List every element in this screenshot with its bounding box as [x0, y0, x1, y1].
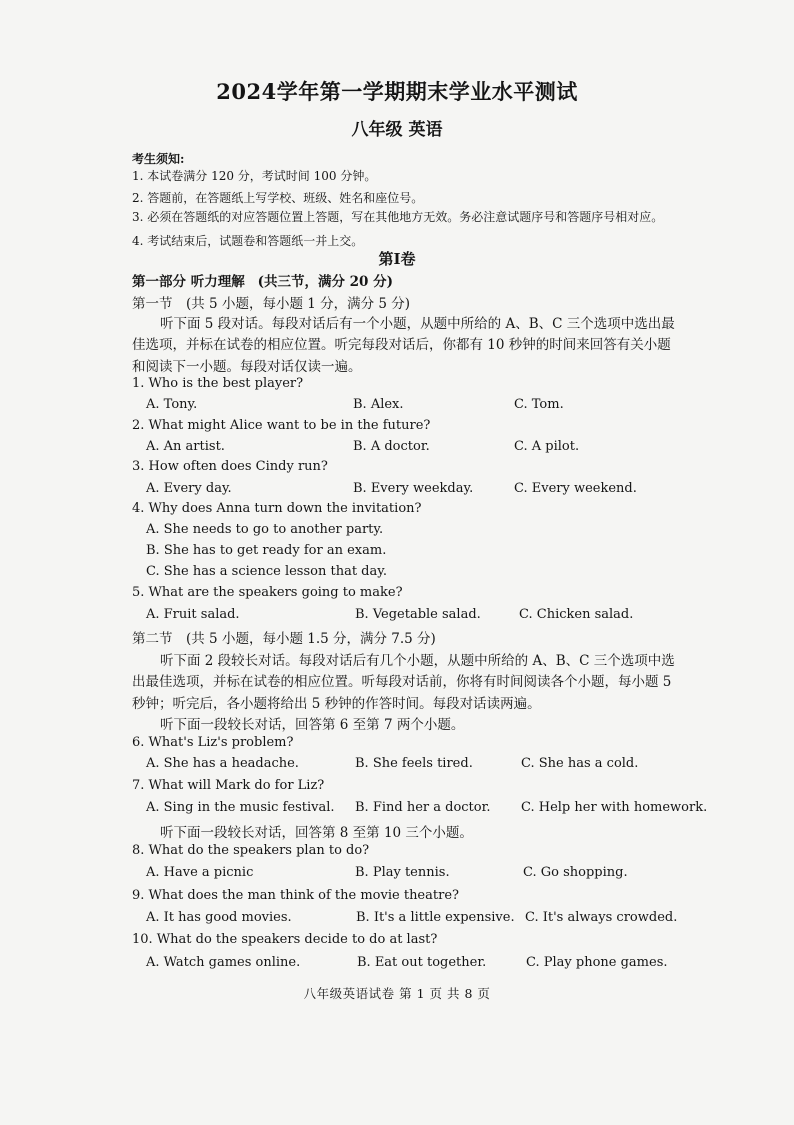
question-8-option-a: A. Have a picnic — [146, 865, 254, 880]
question-3-option-c: C. Every weekend. — [514, 481, 637, 496]
part1-heading — [132, 270, 393, 290]
question-2: 2. What might Alice want to be in the future? — [132, 418, 431, 433]
question-5-option-b: B. Vegetable salad. — [355, 607, 481, 622]
question-2-option-b: B. A doctor. — [353, 439, 430, 454]
volume-heading: 第I卷 — [378, 250, 416, 268]
question-7-option-c: C. Help her with homework. — [521, 800, 708, 815]
question-9-option-b: B. It's a little expensive. — [356, 910, 515, 925]
section1-instruction-2: 佳选项，并标在试卷的相应位置。听完每段对话后，你都有 10 秒钟的时间来回答有关小题 — [132, 337, 671, 353]
question-5: 5. What are the speakers going to make? — [132, 585, 403, 600]
question-6-option-a: A. She has a headache. — [146, 756, 299, 771]
section1-instruction-1: 听下面 5 段对话。每段对话后有一个小题，从题中所给的 A、B、C 三个选项中选出最 — [160, 316, 675, 332]
notice-heading: 考生须知: — [132, 152, 185, 166]
question-7-option-a: A. Sing in the music festival. — [146, 800, 335, 815]
notice-item-4: 4. 考试结束后，试题卷和答题纸一并上交。 — [132, 234, 364, 248]
question-6: 6. What's Liz's problem? — [132, 735, 294, 750]
question-10-option-c: C. Play phone games. — [526, 955, 668, 970]
question-2-option-a: A. An artist. — [146, 439, 225, 454]
question-8: 8. What do the speakers plan to do? — [132, 843, 370, 858]
page-footer: 八年级英语试卷 第 1 页 共 8 页 — [303, 986, 491, 1001]
question-1-option-b: B. Alex. — [353, 397, 404, 412]
question-1: 1. Who is the best player? — [132, 376, 304, 391]
question-7-option-b: B. Find her a doctor. — [355, 800, 491, 815]
question-8-option-c: C. Go shopping. — [523, 865, 628, 880]
section2-subinstruction-1: 听下面一段较长对话，回答第 6 至第 7 两个小题。 — [160, 717, 465, 733]
question-4-option-a: A. She needs to go to another party. — [146, 522, 384, 537]
question-1-option-a: A. Tony. — [146, 397, 198, 412]
question-10: 10. What do the speakers decide to do at last? — [132, 932, 438, 947]
question-4-option-c: C. She has a science lesson that day. — [146, 564, 387, 579]
section2-heading: 第二节 (共 5 小题，每小题 1.5 分，满分 7.5 分) — [132, 631, 436, 647]
question-10-option-b: B. Eat out together. — [357, 955, 487, 970]
question-2-option-c: C. A pilot. — [514, 439, 580, 454]
part1-title: 第一部分 听力理解 — [132, 274, 245, 290]
part1-note: (共三节，满分 20 分) — [257, 274, 394, 290]
notice-item-2: 2. 答题前，在答题纸上写学校、班级、姓名和座位号。 — [132, 191, 424, 205]
notice-item-1: 1. 本试卷满分 120 分，考试时间 100 分钟。 — [132, 169, 377, 183]
question-6-option-b: B. She feels tired. — [355, 756, 473, 771]
section2-subinstruction-2: 听下面一段较长对话，回答第 8 至第 10 三个小题。 — [160, 825, 473, 841]
question-7: 7. What will Mark do for Liz? — [132, 778, 325, 793]
section2-instruction-2: 出最佳选项，并标在试卷的相应位置。听每段对话前，你将有时间阅读各个小题，每小题 5 — [132, 674, 672, 690]
question-10-option-a: A. Watch games online. — [146, 955, 301, 970]
question-3-option-b: B. Every weekday. — [353, 481, 474, 496]
section2-instruction-3: 秒钟；听完后，各小题将给出 5 秒钟的作答时间。每段对话读两遍。 — [132, 696, 541, 712]
question-4: 4. Why does Anna turn down the invitation? — [132, 501, 422, 516]
page-title: 2024学年第一学期期末学业水平测试 — [216, 79, 578, 104]
question-4-option-b: B. She has to get ready for an exam. — [146, 543, 387, 558]
question-1-option-c: C. Tom. — [514, 397, 564, 412]
question-9-option-a: A. It has good movies. — [146, 910, 292, 925]
question-3: 3. How often does Cindy run? — [132, 459, 328, 474]
page-subtitle: 八年级 英语 — [351, 120, 443, 140]
section1-heading: 第一节 (共 5 小题，每小题 1 分，满分 5 分) — [132, 296, 411, 312]
notice-item-3: 3. 必须在答题纸的对应答题位置上答题，写在其他地方无效。务必注意试题序号和答题序号相对应。 — [132, 210, 664, 224]
question-5-option-c: C. Chicken salad. — [519, 607, 634, 622]
question-9: 9. What does the man think of the movie theatre? — [132, 888, 459, 903]
section1-instruction-3: 和阅读下一小题。每段对话仅读一遍。 — [132, 359, 362, 375]
question-6-option-c: C. She has a cold. — [521, 756, 639, 771]
section2-instruction-1: 听下面 2 段较长对话。每段对话后有几个小题，从题中所给的 A、B、C 三个选项中选 — [160, 653, 675, 669]
question-8-option-b: B. Play tennis. — [355, 865, 450, 880]
question-5-option-a: A. Fruit salad. — [146, 607, 240, 622]
question-3-option-a: A. Every day. — [146, 481, 232, 496]
question-9-option-c: C. It's always crowded. — [525, 910, 678, 925]
